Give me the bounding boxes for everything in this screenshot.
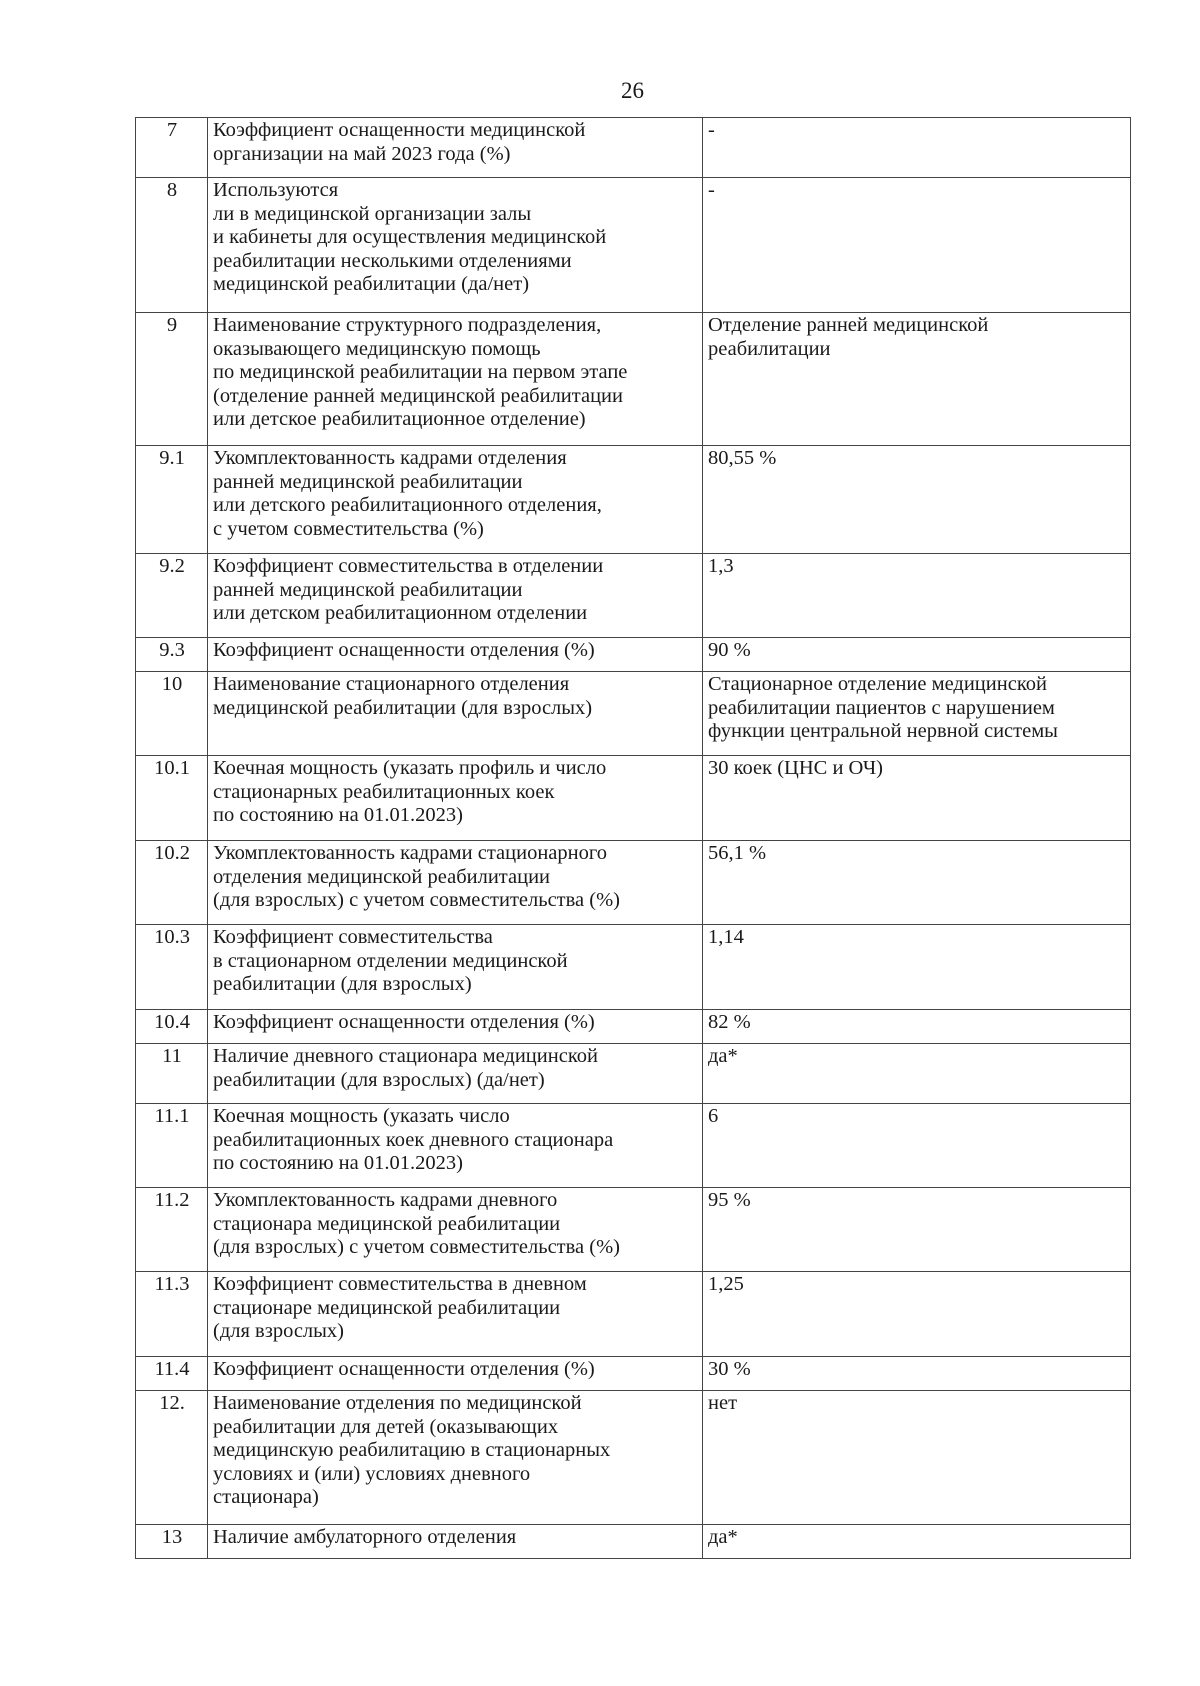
indicator-value: 82 % [703,1010,1131,1044]
indicator-value: 30 % [703,1357,1131,1391]
indicator-value: 80,55 % [703,446,1131,554]
rehabilitation-data-table [135,117,1131,1559]
indicator-name: Коэффициент оснащенности медицинской организации на май 2023 года (%) [208,118,703,178]
row-number: 9.1 [136,446,208,554]
table-row [136,1188,1131,1272]
indicator-name: Коэффициент совместительства в отделении ранней медицинской реабилитации или детском реабилитационном отделении [208,554,703,638]
indicator-name: Укомплектованность кадрами дневного стационара медицинской реабилитации (для взрослых) с учетом совместительства (%) [208,1188,703,1272]
indicator-name: Укомплектованность кадрами отделения ранней медицинской реабилитации или детского реабилитационного отделения, с учетом совместительства (%) [208,446,703,554]
indicator-value: Отделение ранней медицинской реабилитации [703,313,1131,446]
indicator-name: Коэффициент оснащенности отделения (%) [208,638,703,672]
table-row [136,178,1131,313]
indicator-value: Стационарное отделение медицинской реабилитации пациентов с нарушением функции центральной нервной системы [703,672,1131,756]
indicator-value: 30 коек (ЦНС и ОЧ) [703,756,1131,841]
indicator-value: 1,14 [703,925,1131,1010]
table-row [136,1044,1131,1104]
indicator-name: Коэффициент оснащенности отделения (%) [208,1010,703,1044]
indicator-name: Наименование стационарного отделения медицинской реабилитации (для взрослых) [208,672,703,756]
table-row [136,446,1131,554]
table-row [136,638,1131,672]
indicator-name: Наименование структурного подразделения, оказывающего медицинскую помощь по медицинской реабилитации на первом этапе (отделение ранней медицинской реабилитации или детское реабилитационное отделение) [208,313,703,446]
indicator-value: да* [703,1525,1131,1559]
indicator-value: 90 % [703,638,1131,672]
indicator-name: Коэффициент совместительства в стационарном отделении медицинской реабилитации (для взрослых) [208,925,703,1010]
table-body [136,118,1131,1559]
indicator-value: 95 % [703,1188,1131,1272]
page-number: 26 [621,78,644,103]
row-number: 11.1 [136,1104,208,1188]
table-row [136,1272,1131,1357]
row-number: 10.2 [136,841,208,925]
table-row [136,756,1131,841]
indicator-value: 56,1 % [703,841,1131,925]
row-number: 13 [136,1525,208,1559]
indicator-name: Коечная мощность (указать число реабилитационных коек дневного стационара по состоянию на 01.01.2023) [208,1104,703,1188]
indicator-value: - [703,178,1131,313]
row-number: 11.3 [136,1272,208,1357]
row-number: 11.4 [136,1357,208,1391]
row-number: 11 [136,1044,208,1104]
table-row [136,313,1131,446]
row-number: 11.2 [136,1188,208,1272]
row-number: 8 [136,178,208,313]
indicator-value: 6 [703,1104,1131,1188]
table-row [136,1010,1131,1044]
table-row [136,1391,1131,1525]
indicator-name: Наименование отделения по медицинской реабилитации для детей (оказывающих медицинскую реабилитацию в стационарных условиях и (или) условиях дневного стационара) [208,1391,703,1525]
table-row [136,925,1131,1010]
row-number: 9 [136,313,208,446]
indicator-value: 1,3 [703,554,1131,638]
table-row [136,1357,1131,1391]
indicator-value: да* [703,1044,1131,1104]
row-number: 10.4 [136,1010,208,1044]
indicator-name: Коечная мощность (указать профиль и число стационарных реабилитационных коек по состоянию на 01.01.2023) [208,756,703,841]
table-row [136,118,1131,178]
row-number: 12. [136,1391,208,1525]
indicator-value: нет [703,1391,1131,1525]
row-number: 10 [136,672,208,756]
indicator-value: - [703,118,1131,178]
table-row [136,554,1131,638]
table-row [136,672,1131,756]
table-row [136,841,1131,925]
indicator-name: Наличие дневного стационара медицинской реабилитации (для взрослых) (да/нет) [208,1044,703,1104]
row-number: 7 [136,118,208,178]
row-number: 9.2 [136,554,208,638]
table-row [136,1104,1131,1188]
row-number: 9.3 [136,638,208,672]
row-number: 10.3 [136,925,208,1010]
row-number: 10.1 [136,756,208,841]
indicator-name: Наличие амбулаторного отделения [208,1525,703,1559]
indicator-value: 1,25 [703,1272,1131,1357]
indicator-name: Коэффициент совместительства в дневном стационаре медицинской реабилитации (для взрослых) [208,1272,703,1357]
indicator-name: Используются ли в медицинской организации залы и кабинеты для осуществления медицинской реабилитации несколькими отделениями медицинской реабилитации (да/нет) [208,178,703,313]
table-row [136,1525,1131,1559]
indicator-name: Коэффициент оснащенности отделения (%) [208,1357,703,1391]
indicator-name: Укомплектованность кадрами стационарного отделения медицинской реабилитации (для взрослых) с учетом совместительства (%) [208,841,703,925]
